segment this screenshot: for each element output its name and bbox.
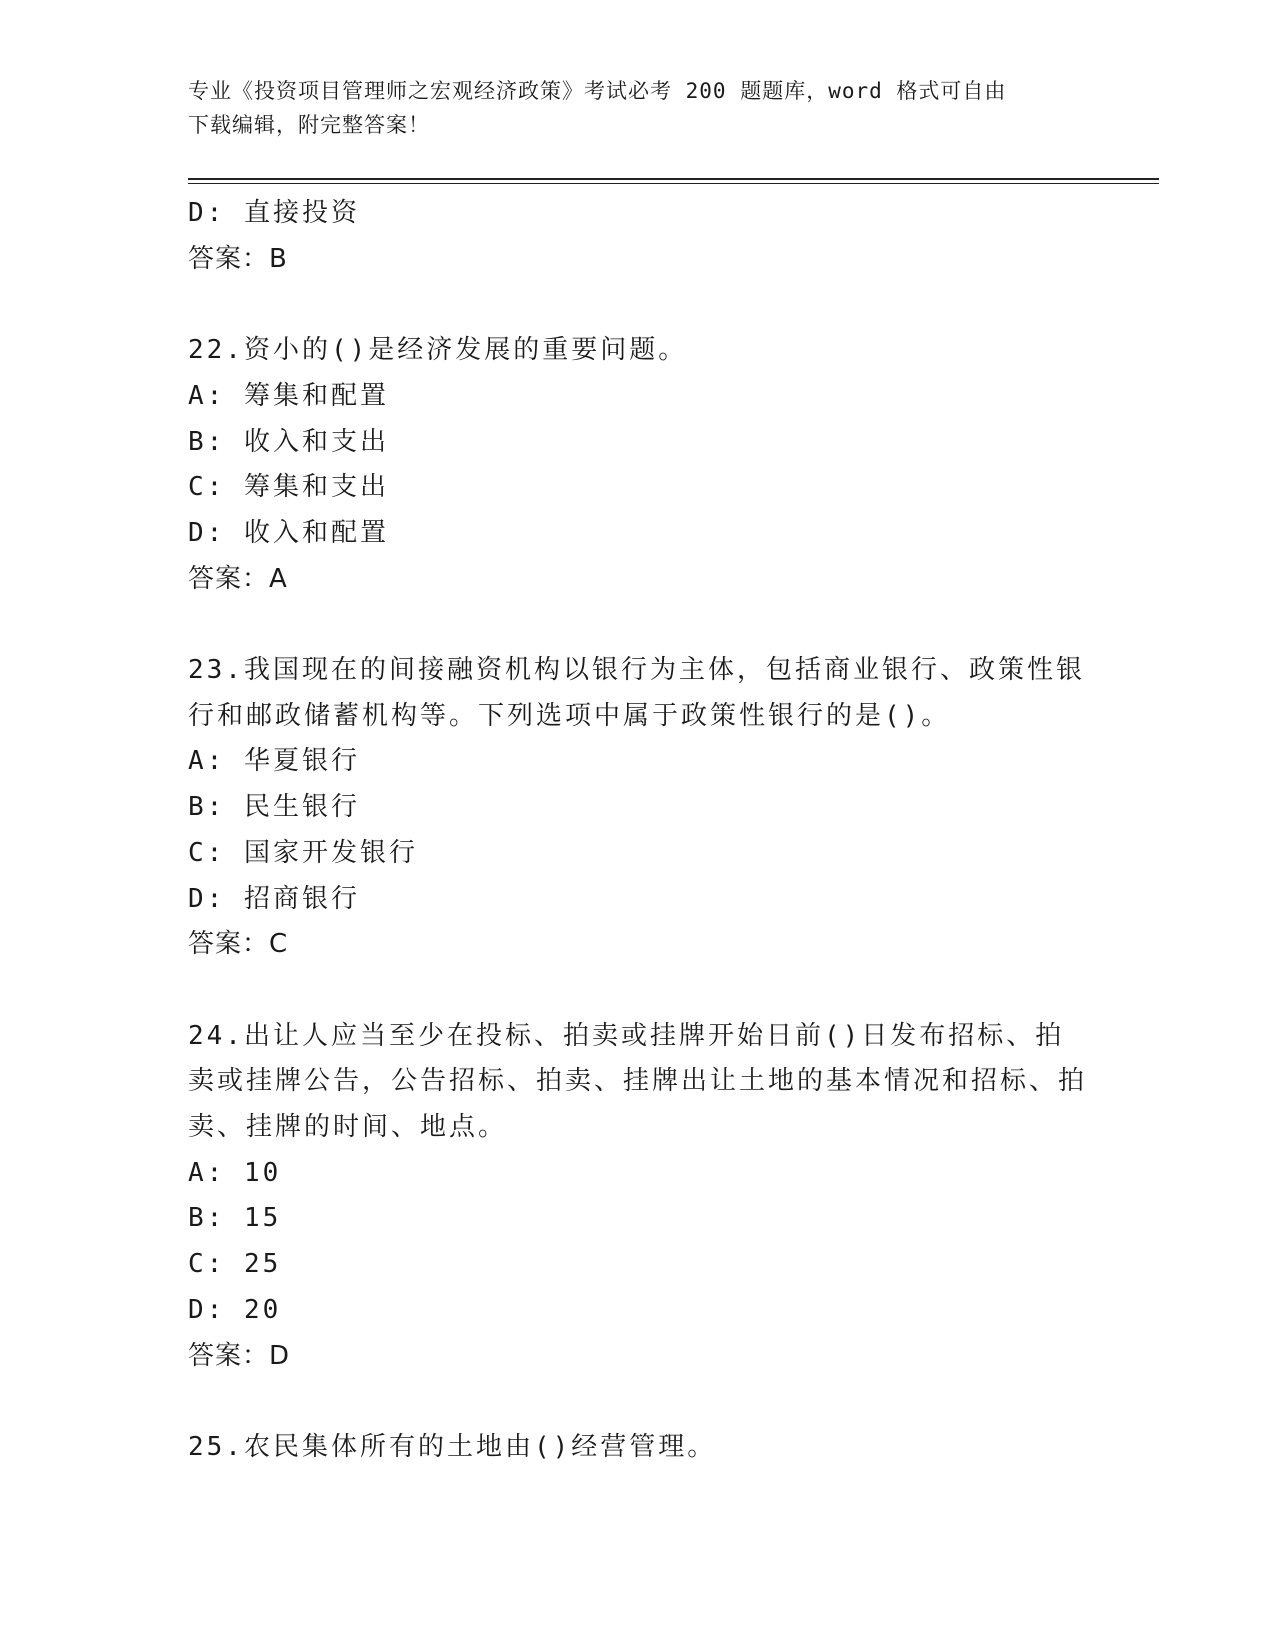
question-21-tail [188,191,1088,282]
spacer [188,1379,1088,1425]
answer: 答案：A [188,563,288,594]
header-line-2: 下载编辑，附完整答案！ [188,113,430,137]
option-a: A: 华夏银行 [188,746,360,777]
question-23 [188,648,1088,968]
answer: 答案：C [188,929,289,960]
option-d: D: 招商银行 [188,883,360,914]
header-line-1: 专业《投资项目管理师之宏观经济政策》考试必考 200 题题库，word 格式可自由 [188,79,1007,103]
option-d: D: 直接投资 [188,198,360,228]
header-divider-thin [188,183,1159,184]
option-a: A: 筹集和配置 [188,380,389,411]
spacer [188,968,1088,1014]
header-divider-thick [188,178,1159,180]
question-text: 22.资小的()是经济发展的重要问题。 [188,335,688,366]
answer: 答案：D [188,1340,291,1371]
option-a: A: 10 [188,1157,282,1188]
option-b: B: 15 [188,1203,282,1234]
question-24 [188,1014,1088,1380]
question-text: 23.我国现在的间接融资机构以银行为主体，包括商业银行、政策性银行和邮政储蓄机构等。下列选项中属于政策性银行的是()。 [188,655,1085,731]
option-d: D: 20 [188,1294,282,1325]
question-25 [188,1425,1088,1471]
answer: 答案：B [188,243,288,274]
question-22 [188,328,1088,602]
question-list [188,191,1088,1471]
question-text: 25.农民集体所有的土地由()经营管理。 [188,1431,717,1462]
document-header [188,74,1088,142]
option-d: D: 收入和配置 [188,517,389,548]
option-b: B: 收入和支出 [188,426,389,457]
spacer [188,602,1088,648]
spacer [188,282,1088,328]
option-c: C: 国家开发银行 [188,837,418,868]
question-text: 24.出让人应当至少在投标、拍卖或挂牌开始日前()日发布招标、拍卖或挂牌公告，公告招标、拍卖、挂牌出让土地的基本情况和招标、拍卖、挂牌的时间、地点。 [188,1020,1088,1143]
option-c: C: 筹集和支出 [188,472,389,503]
option-b: B: 民生银行 [188,792,360,823]
option-c: C: 25 [188,1249,282,1280]
